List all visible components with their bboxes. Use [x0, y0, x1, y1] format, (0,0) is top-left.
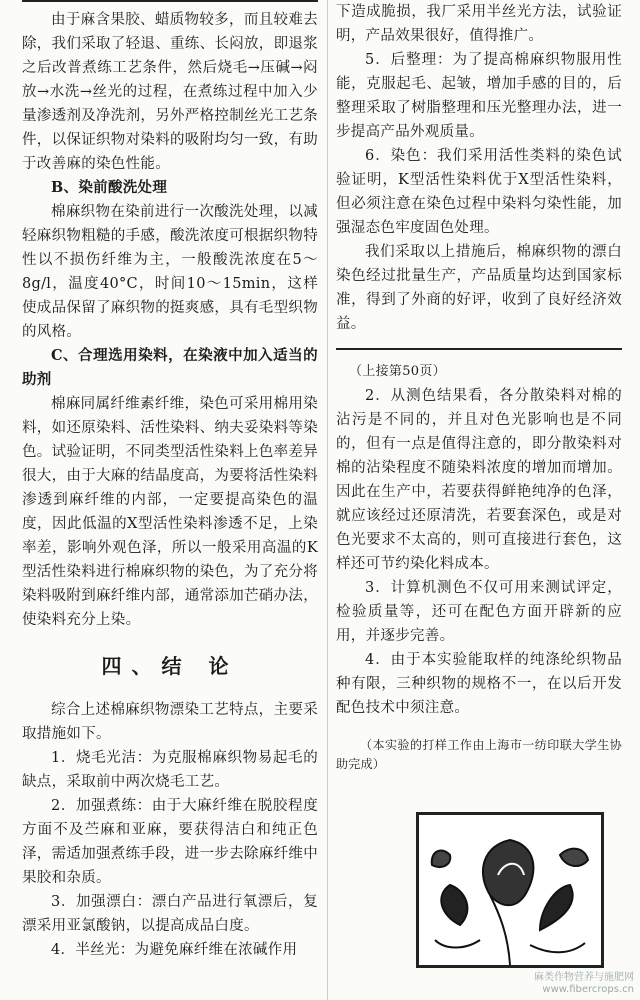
- list-item-half-mercerizing: 4．半丝光：为避免麻纤维在浓碱作用: [51, 942, 298, 958]
- watermark-line2: www.fibercrops.cn: [542, 984, 634, 995]
- article-separator: [336, 348, 622, 350]
- paragraph-summary: 综合上述棉麻织物漂染工艺特点，主要采取措施如下。: [22, 702, 318, 742]
- paragraph-computer-color: 3．计算机测色不仅可用来测试评定，检验质量等，还可在配色方面开辟新的应用，并逐步完善。: [336, 580, 622, 644]
- heading-acid-wash: B、染前酸洗处理: [51, 179, 168, 196]
- section-title-conclusion: 四、结 论: [101, 654, 239, 678]
- list-item-singeing: 1．烧毛光洁：为克服棉麻织物易起毛的缺点，采取前中两次烧毛工艺。: [22, 750, 318, 790]
- paragraph-color-results: 2．从测色结果看，各分散染料对棉的沾污是不同的，并且对色光影响也是不同的，但有一点是值得注意的，即分散染料对棉的沾染程度不随染料浓度的增加而增加。因此在生产中，若要获得鲜艳纯净的色泽，就应该经过还原清洗，若要套深色，或是对色光要求不太高的，则可直接进行套色，这样还可节约染化料成本。: [336, 388, 622, 572]
- paragraph-dye-selection: 棉麻同属纤维素纤维，染色可采用棉用染料，如还原染料、活性染料、纳夫妥染料等染色。试验证明，不同类型活性染料上色率差异很大，由于大麻的结晶度高，为要将活性染料渗透到麻纤维的内部，一定要提高染色的温度，因此低温的X型活性染料渗透不足，上染率差，影响外观色泽，所以一般采用高温的K型活性染料进行棉麻织物的染色，为了充分将染料吸附到麻纤维内部，通常添加芒硝办法，使染料充分上染。: [22, 396, 318, 628]
- watermark-line1: 麻类作物营养与施肥网: [534, 972, 634, 983]
- paragraph-desizing: 由于麻含果胶、蜡质物较多，而且较难去除，我们采取了轻退、重练、长闷放，即退浆之后改普煮练工艺条件，然后烧毛→压碱→闷放→水洗→丝光的过程，在煮练过程中加入少量渗透剂及净洗剂，另外严格控制丝光工艺条件，以保证织物对染料的吸附均匀一致，有助于改善麻的染色性能。: [22, 12, 318, 172]
- list-item-finishing: 5．后整理：为了提高棉麻织物服用性能，克服起毛、起皱，增加手感的目的，后整理采取了树脂整理和压光整理办法，进一步提高产品外观质量。: [336, 52, 622, 140]
- left-column: [22, 0, 318, 1000]
- list-item-bleaching: 3．加强漂白：漂白产品进行氧漂后，复漂采用亚氯酸钠，以提高成品白度。: [22, 894, 318, 934]
- paragraph-mercerizing-cont: 下造成脆损，我厂采用半丝光方法，试验证明，产品效果很好，值得推广。: [336, 4, 622, 44]
- column-divider: [327, 0, 328, 1000]
- paragraph-sample-limits: 4．由于本实验能取样的纯涤纶织物品种有限，三种织物的规格不一，在以后开发配色技术中须注意。: [336, 652, 622, 716]
- list-item-scouring: 2．加强煮练：由于大麻纤维在脱胶程度方面不及苎麻和亚麻，要获得洁白和纯正色泽，需适加强煮练手段，进一步去除麻纤维中果胶和杂质。: [22, 798, 318, 886]
- watermark: [534, 972, 634, 996]
- acknowledgement-note: （本实验的打样工作由上海市一纺印联大学生协助完成）: [336, 738, 622, 771]
- paragraph-acid-wash: 棉麻织物在染前进行一次酸洗处理，以减轻麻织物粗糙的手感，酸洗浓度可根据织物特性以不损伤纤维为主，一般酸洗浓度在5～8g/l，温度40°C，时间10～15min，这样使成品保留了麻织物的挺爽感，具有毛型织物的风格。: [22, 204, 318, 340]
- continued-from-label: （上接第50页）: [349, 364, 446, 379]
- flower-illustration: [416, 812, 604, 968]
- flower-icon: [419, 815, 601, 965]
- heading-dye-selection: C、合理选用染料，在染液中加入适当的助剂: [22, 347, 318, 388]
- list-item-dyeing: 6．染色：我们采用活性类料的染色试验证明，K型活性染料优于X型活性染料，但必须注意在染色过程中染料匀染性能，加强湿态色牢度固色处理。: [336, 148, 622, 236]
- paragraph-results: 我们采取以上措施后，棉麻织物的漂白染色经过批量生产，产品质量均达到国家标准，得到了外商的好评，收到了良好经济效益。: [336, 244, 622, 332]
